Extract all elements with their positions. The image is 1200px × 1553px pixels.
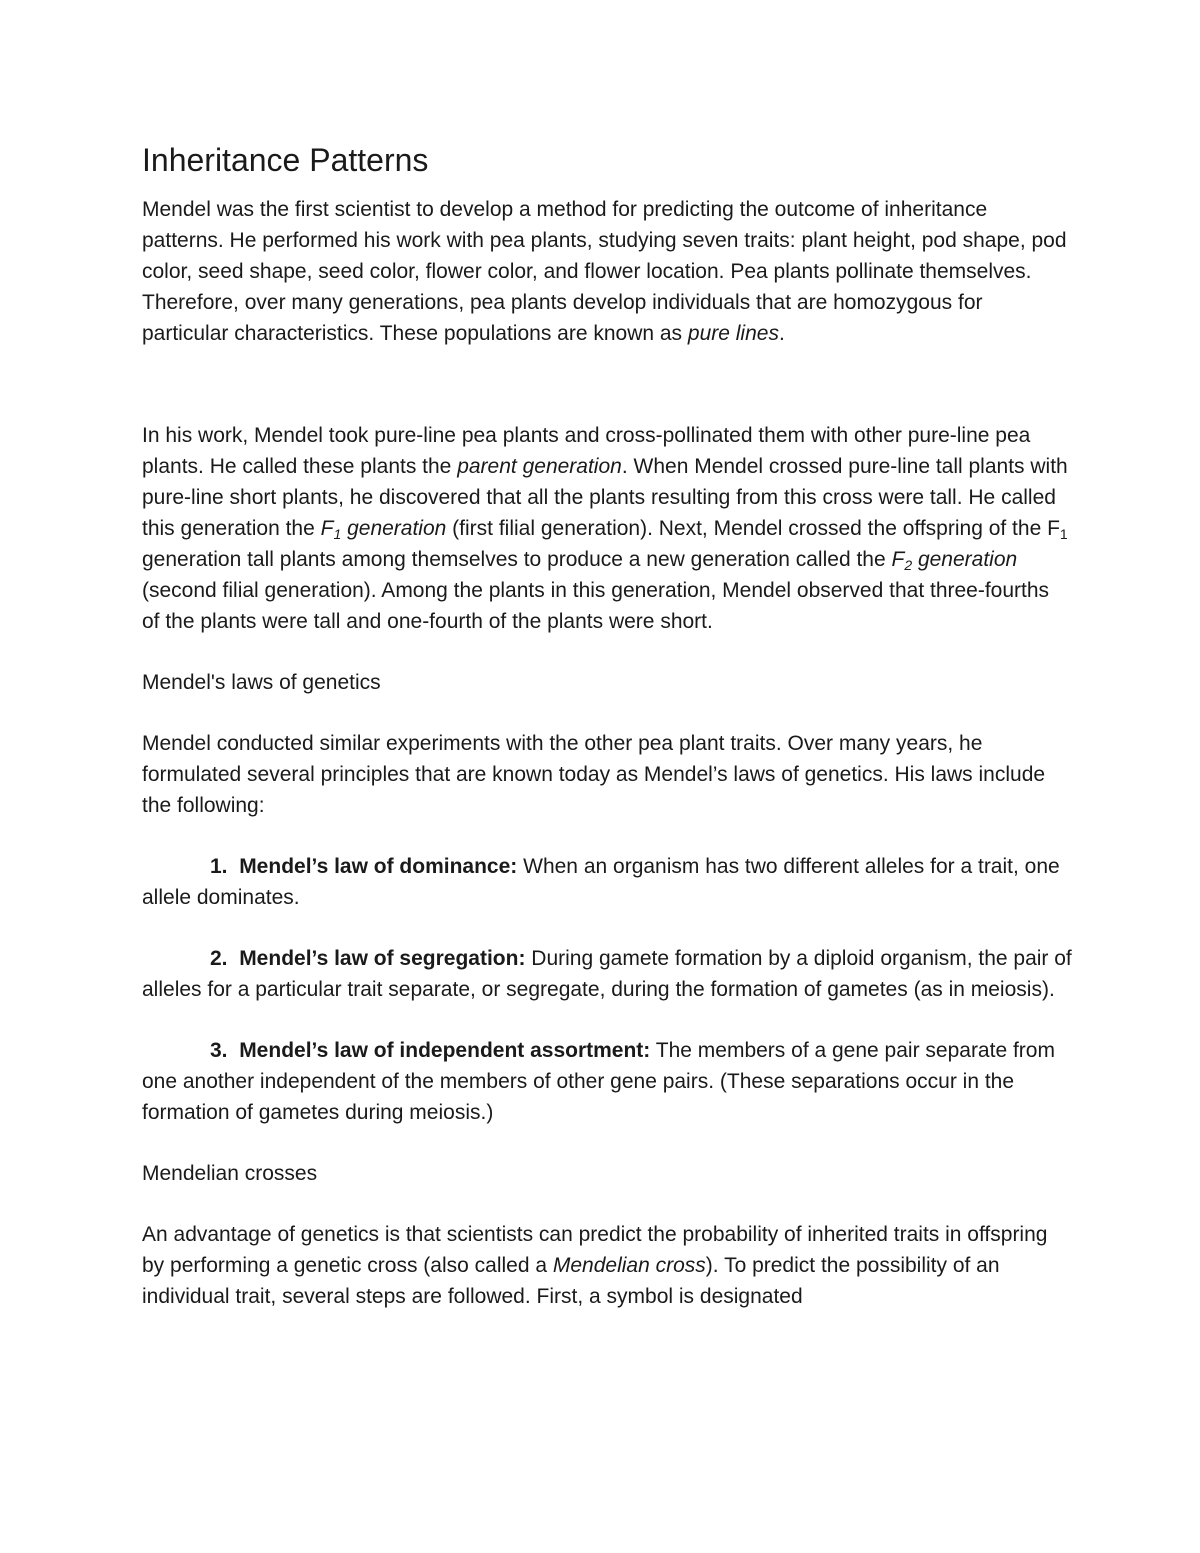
f1-generation-term: $F_1$ generation	[320, 517, 447, 542]
spacer	[142, 1128, 1072, 1158]
spacer	[142, 1005, 1072, 1035]
law-name: Mendel’s law of segregation:	[239, 947, 526, 970]
law-item-independent-assortment	[142, 1035, 1072, 1128]
document-page	[142, 138, 1072, 1312]
text-run: Mendel was the first scientist to develop a method for predicting the outcome of inheritance patterns. He performed his work with pea plants, studying seven traits: plant height, pod shape, pod color, seed shape, seed color, flower color, and flower location. Pea plants pollinate themselves. Therefore, over many generations, pea plants develop individuals that are homozygous for particular characteristics. These populations are known as	[142, 198, 1067, 345]
generations-paragraph	[142, 420, 1072, 637]
law-number: 2.	[210, 947, 228, 970]
crosses-paragraph	[142, 1219, 1072, 1312]
page-title: Inheritance Patterns	[142, 142, 429, 178]
spacer	[142, 637, 1072, 667]
spacer	[142, 1189, 1072, 1219]
spacer	[142, 913, 1072, 943]
text-run: ). To predict the possibility of an individual trait, several steps are followed. First, a symbol is designated	[142, 1254, 1000, 1308]
laws-intro-paragraph: Mendel conducted similar experiments with the other pea plant traits. Over many years, he formulated several principles that are known today as Mendel’s laws of genetics. His laws include the following:	[142, 732, 1046, 817]
law-name: Mendel’s law of dominance:	[239, 855, 518, 878]
section-heading-laws: Mendel's laws of genetics	[142, 671, 381, 694]
text-run: . When Mendel crossed pure-line tall plants with pure-line short plants, he discovered that all the plants resulting from this cross were tall. He called this generation the	[142, 455, 1068, 540]
text-run: In his work, Mendel took pure-line pea plants and cross-pollinated them with other pure-line pea plants. He called these plants the	[142, 424, 1031, 478]
subscript: 1	[1059, 526, 1068, 542]
law-number: 3.	[210, 1039, 228, 1062]
law-text: During gamete formation by a diploid organism, the pair of alleles for a particular trait separate, or segregate, during the formation of gametes (as in meiosis).	[142, 947, 1072, 1001]
text-run: generation tall plants among themselves to produce a new generation called the	[142, 548, 892, 571]
law-text: When an organism has two different alleles for a trait, one allele dominates.	[142, 855, 1060, 909]
spacer	[142, 698, 1072, 728]
emphasis-term: pure lines	[687, 322, 779, 345]
law-item-dominance	[142, 851, 1072, 913]
emphasis-term: Mendelian cross	[552, 1254, 706, 1277]
spacer	[142, 349, 1072, 420]
spacer	[142, 821, 1072, 851]
law-text: The members of a gene pair separate from one another independent of the members of other gene pairs. (These separations occur in the formation of gametes during meiosis.)	[142, 1039, 1055, 1124]
emphasis-term: parent generation	[457, 455, 622, 478]
section-heading-crosses: Mendelian crosses	[142, 1162, 318, 1185]
law-item-segregation	[142, 943, 1072, 1005]
text-run: (first filial generation). Next, Mendel crossed the offspring of the F	[446, 517, 1060, 540]
f2-generation-term: $F_2$ generation	[891, 548, 1018, 573]
law-number: 1.	[210, 855, 228, 878]
law-name: Mendel’s law of independent assortment:	[239, 1039, 651, 1062]
text-run: (second filial generation). Among the plants in this generation, Mendel observed that three-fourths of the plants were tall and one-fourth of the plants were short.	[142, 579, 1050, 633]
text-run: An advantage of genetics is that scientists can predict the probability of inherited traits in offspring by performing a genetic cross (also called a	[142, 1223, 1048, 1277]
text-run: .	[778, 322, 785, 345]
intro-paragraph	[142, 194, 1072, 349]
